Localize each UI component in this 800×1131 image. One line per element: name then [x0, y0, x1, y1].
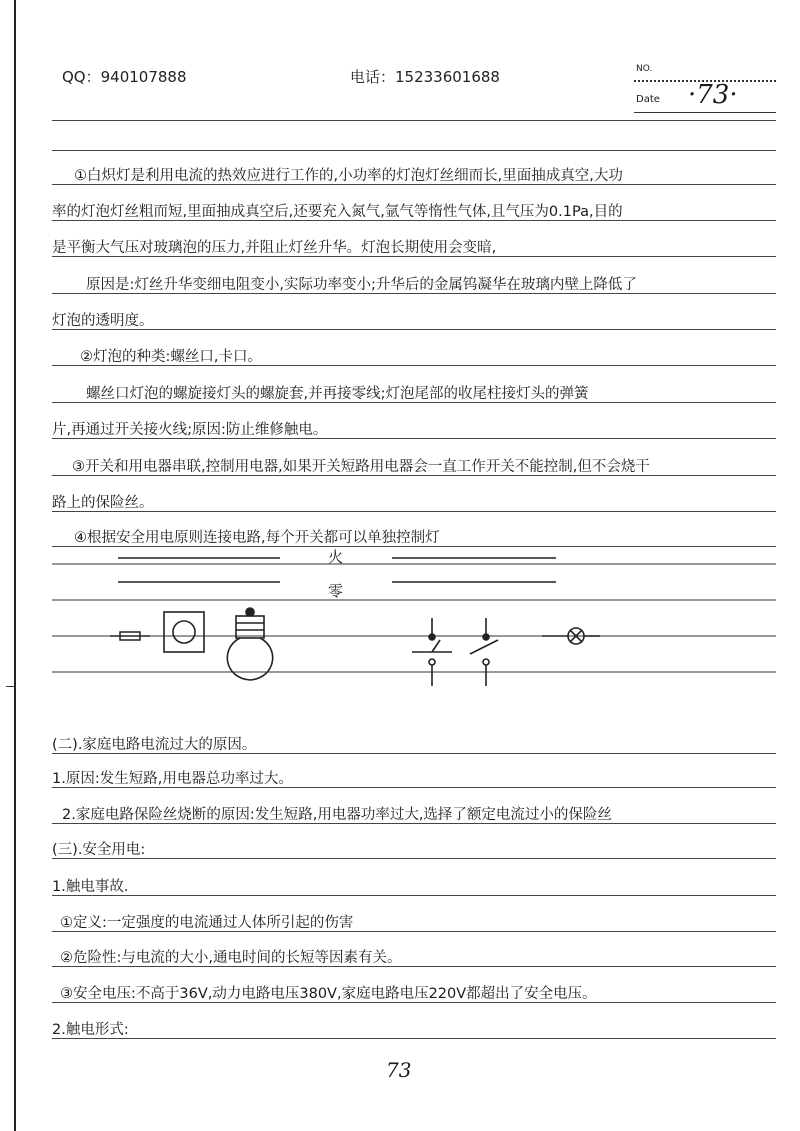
line-text: ③安全电压:不高于36V,动力电路电压380V,家庭电路电压220V都超出了安全电压。 — [60, 986, 597, 1002]
line-text: 1.触电事故. — [52, 879, 129, 895]
date-value: ·73· — [688, 80, 738, 110]
switch-1-symbol — [412, 618, 452, 686]
text-line-14 — [52, 803, 776, 824]
line-text: 是平衡大气压对玻璃泡的压力,并阻止灯丝升华。灯泡长期使用会变暗, — [52, 240, 497, 256]
text-line-20 — [52, 1018, 776, 1039]
text-line-2 — [52, 200, 776, 221]
no-label: NO. — [636, 64, 653, 74]
text-line-8 — [52, 418, 776, 439]
ruled-line — [52, 256, 776, 257]
ruled-line — [52, 438, 776, 439]
page-number: 73 — [386, 1058, 412, 1082]
line-text: ②灯泡的种类:螺丝口,卡口。 — [80, 349, 262, 365]
line-text: 片,再通过开关接火线;原因:防止维修触电。 — [52, 422, 328, 438]
text-line-1 — [52, 164, 776, 185]
ruled-line — [52, 511, 776, 512]
line-text: 2.家庭电路保险丝烧断的原因:发生短路,用电器功率过大,选择了额定电流过小的保险丝 — [62, 807, 612, 823]
ruled-line — [52, 329, 776, 330]
ruled-line — [52, 365, 776, 366]
header-rule — [52, 120, 776, 121]
ruled-line — [52, 150, 776, 151]
ruled-line — [52, 858, 776, 859]
line-text: ④根据安全用电原则连接电路,每个开关都可以单独控制灯 — [74, 530, 440, 546]
text-line-15 — [52, 838, 776, 859]
text-line-19 — [52, 982, 776, 1003]
text-line-9 — [52, 455, 776, 476]
line-text: 灯泡的透明度。 — [52, 313, 154, 329]
switch-2-symbol — [470, 618, 498, 686]
line-text: ②危险性:与电流的大小,通电时间的长短等因素有关。 — [60, 950, 402, 966]
neutral-wire-label: 零 — [328, 582, 344, 600]
text-line-17 — [52, 911, 776, 932]
date-label: Date — [636, 94, 660, 105]
socket-symbol — [164, 612, 204, 652]
text-line-10 — [52, 491, 776, 512]
line-text: 2.触电形式: — [52, 1022, 129, 1038]
text-line-5 — [52, 309, 776, 330]
screw-bulb-symbol — [227, 608, 272, 680]
date-line — [634, 112, 776, 113]
ruled-line — [52, 823, 776, 824]
ruled-line — [52, 931, 776, 932]
header-qq: QQ：940107888 — [62, 68, 187, 86]
ruled-line — [52, 753, 776, 754]
line-text: 路上的保险丝。 — [52, 495, 154, 511]
ruled-line — [52, 402, 776, 403]
text-line-3 — [52, 236, 776, 257]
ruled-line — [52, 184, 776, 185]
ruled-line — [52, 787, 776, 788]
text-line-18 — [52, 946, 776, 967]
text-line-16 — [52, 875, 776, 896]
ruled-line — [52, 1002, 776, 1003]
header-phone: 电话：15233601688 — [350, 68, 500, 86]
line-text: ①白炽灯是利用电流的热效应进行工作的,小功率的灯泡灯丝细而长,里面抽成真空,大功 — [74, 168, 623, 184]
text-line-7 — [52, 382, 776, 403]
fuse-symbol — [110, 632, 150, 640]
ruled-line — [52, 895, 776, 896]
line-text: ①定义:一定强度的电流通过人体所引起的伤害 — [60, 915, 354, 931]
ruled-line — [52, 966, 776, 967]
text-line-4 — [52, 273, 776, 294]
line-text: ③开关和用电器串联,控制用电器,如果开关短路用电器会一直工作开关不能控制,但不会烧干 — [72, 459, 650, 475]
line-text: 螺丝口灯泡的螺旋接灯头的螺旋套,并再接零线;灯泡尾部的收尾柱接灯头的弹簧 — [86, 386, 589, 402]
ruled-line — [52, 475, 776, 476]
text-line-6 — [52, 345, 776, 366]
circuit-diagram — [0, 540, 800, 700]
line-text: (二).家庭电路电流过大的原因。 — [52, 737, 257, 753]
text-line-13 — [52, 767, 776, 788]
ruled-line — [52, 220, 776, 221]
line-text: 1.原因:发生短路,用电器总功率过大。 — [52, 771, 293, 787]
ruled-line — [52, 1038, 776, 1039]
line-text: 原因是:灯丝升华变细电阻变小,实际功率变小;升华后的金属钨凝华在玻璃内壁上降低了 — [86, 277, 637, 293]
live-wire-label: 火 — [328, 548, 344, 566]
line-text: 率的灯泡灯丝粗而短,里面抽成真空后,还要充入氮气,氩气等惰性气体,且气压为0.1Pa,目的 — [52, 204, 623, 220]
text-line-12 — [52, 733, 776, 754]
line-text: (三).安全用电: — [52, 842, 146, 858]
ruled-line — [52, 293, 776, 294]
